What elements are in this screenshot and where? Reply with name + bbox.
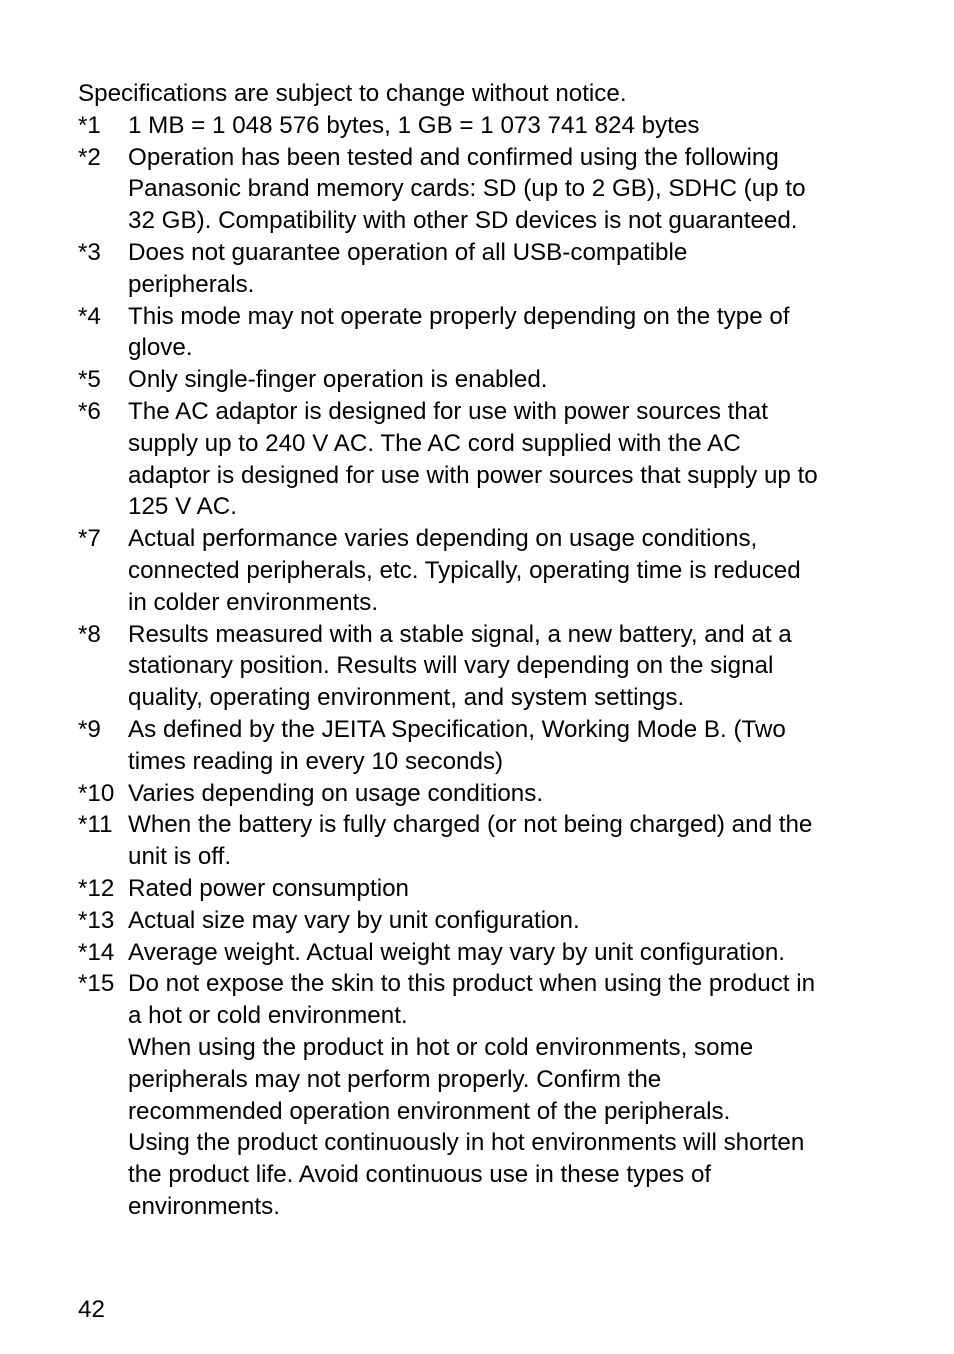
- footnote-line: Do not expose the skin to this product when using the product in: [128, 970, 816, 998]
- footnote-marker: *4: [78, 302, 101, 330]
- footnote-item: [78, 523, 878, 618]
- footnote-marker: *14: [78, 938, 115, 966]
- footnote-line: peripherals may not perform properly. Confirm the: [128, 1065, 662, 1093]
- footnote-line: peripherals.: [128, 270, 255, 298]
- footnote-line: a hot or cold environment.: [128, 1002, 408, 1030]
- footnote-marker: *12: [78, 874, 115, 902]
- footnote-line: recommended operation environment of the peripherals.: [128, 1097, 731, 1125]
- footnote-marker: *11: [78, 811, 113, 839]
- footnote-text: [128, 873, 878, 905]
- footnote-item: [78, 301, 878, 365]
- footnote-item: [78, 714, 878, 778]
- footnote-line: Operation has been tested and confirmed using the following: [128, 143, 779, 171]
- footnote-line: stationary position. Results will vary depending on the signal: [128, 652, 774, 680]
- footnote-marker: *8: [78, 620, 101, 648]
- footnote-marker: *1: [78, 111, 101, 139]
- specification-notes-page: [78, 78, 878, 1223]
- footnote-item: [78, 873, 878, 905]
- footnote-item: [78, 619, 878, 714]
- footnote-marker: *13: [78, 906, 115, 934]
- footnote-marker: *15: [78, 970, 115, 998]
- footnote-item: [78, 905, 878, 937]
- footnote-text: [128, 905, 878, 937]
- footnote-item: [78, 778, 878, 810]
- footnote-line: Results measured with a stable signal, a new battery, and at a: [128, 620, 792, 648]
- footnote-line: Panasonic brand memory cards: SD (up to 2 GB), SDHC (up to: [128, 175, 806, 203]
- footnote-text: [128, 237, 878, 301]
- page-number: 42: [78, 1296, 105, 1323]
- specifications-notice: Specifications are subject to change without notice.: [78, 80, 627, 107]
- footnote-line: Average weight. Actual weight may vary by unit configuration.: [128, 938, 786, 966]
- footnote-item: [78, 968, 878, 1222]
- footnote-marker: *10: [78, 779, 115, 807]
- footnote-marker: *6: [78, 397, 101, 425]
- footnote-text: [128, 714, 878, 778]
- footnote-line: Actual size may vary by unit configuration.: [128, 906, 580, 934]
- footnote-text: [128, 778, 878, 810]
- footnote-line: quality, operating environment, and system settings.: [128, 684, 685, 712]
- footnote-item: [78, 937, 878, 969]
- footnote-line: 32 GB). Compatibility with other SD devices is not guaranteed.: [128, 207, 798, 235]
- footnote-line: Using the product continuously in hot environments will shorten: [128, 1129, 805, 1157]
- footnote-text: [128, 396, 878, 523]
- footnote-line: in colder environments.: [128, 588, 379, 616]
- footnote-line: Does not guarantee operation of all USB-compatible: [128, 238, 688, 266]
- footnote-item: [78, 237, 878, 301]
- footnote-line: When the battery is fully charged (or not being charged) and the: [128, 811, 813, 839]
- footnote-line: Varies depending on usage conditions.: [128, 779, 544, 807]
- footnote-text: [128, 937, 878, 969]
- footnote-line: adaptor is designed for use with power sources that supply up to: [128, 461, 818, 489]
- footnote-line: This mode may not operate properly depending on the type of: [128, 302, 790, 330]
- footnote-item: [78, 809, 878, 873]
- footnote-line: 125 V AC.: [128, 493, 237, 521]
- footnote-item: [78, 364, 878, 396]
- footnote-item: [78, 396, 878, 523]
- footnote-text: [128, 809, 878, 873]
- footnote-text: [128, 142, 878, 237]
- footnote-line: 1 MB = 1 048 576 bytes, 1 GB = 1 073 741 824 bytes: [128, 111, 700, 139]
- footnote-marker: *3: [78, 238, 101, 266]
- footnote-text: [128, 523, 878, 618]
- footnote-line: connected peripherals, etc. Typically, operating time is reduced: [128, 556, 801, 584]
- footnote-line: glove.: [128, 334, 193, 362]
- footnote-list: [78, 110, 878, 1223]
- footnote-line: unit is off.: [128, 843, 232, 871]
- footnote-line: environments.: [128, 1192, 280, 1220]
- footnote-text: [128, 110, 878, 142]
- footnote-line: When using the product in hot or cold environments, some: [128, 1033, 754, 1061]
- footnote-line: supply up to 240 V AC. The AC cord supplied with the AC: [128, 429, 741, 457]
- footnote-line: Only single-finger operation is enabled.: [128, 366, 548, 394]
- footnote-line: Actual performance varies depending on usage conditions,: [128, 525, 758, 553]
- footnote-text: [128, 968, 878, 1222]
- footnote-item: [78, 110, 878, 142]
- footnote-text: [128, 301, 878, 365]
- footnote-line: Rated power consumption: [128, 874, 410, 902]
- footnote-line: As defined by the JEITA Specification, Working Mode B. (Two: [128, 715, 786, 743]
- footnote-line: The AC adaptor is designed for use with power sources that: [128, 397, 768, 425]
- footnote-marker: *5: [78, 366, 101, 394]
- footnote-item: [78, 142, 878, 237]
- footnote-line: the product life. Avoid continuous use in these types of: [128, 1161, 712, 1189]
- footnote-text: [128, 619, 878, 714]
- footnote-text: [128, 364, 878, 396]
- footnote-marker: *2: [78, 143, 101, 171]
- footnote-line: times reading in every 10 seconds): [128, 747, 504, 775]
- footnote-marker: *9: [78, 715, 101, 743]
- footnote-marker: *7: [78, 525, 101, 553]
